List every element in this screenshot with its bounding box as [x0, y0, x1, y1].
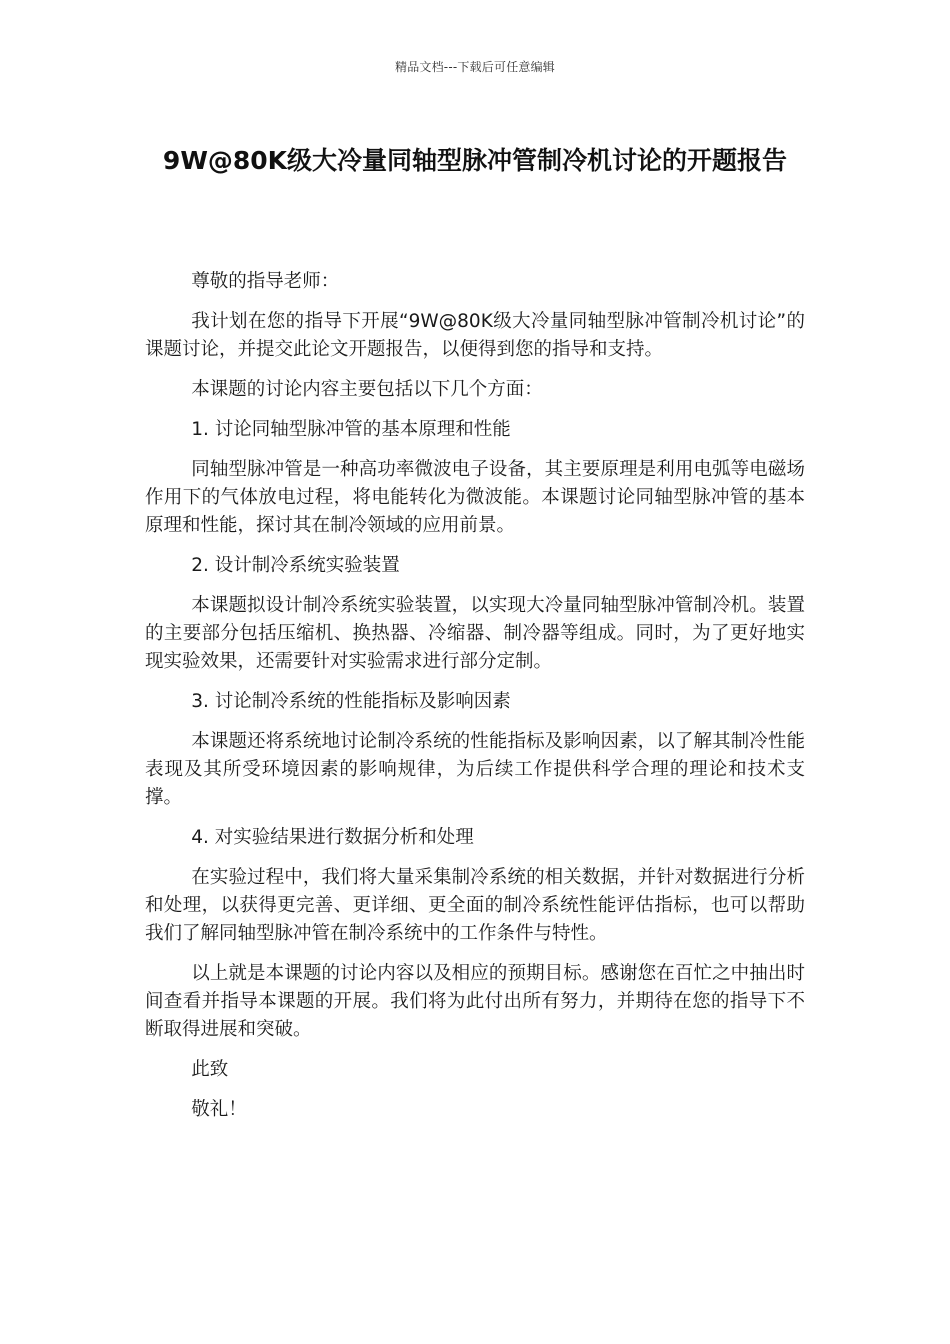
intro-paragraph: 我计划在您的指导下开展“9W@80K级大冷量同轴型脉冲管制冷机讨论”的课题讨论，并提交此论文开题报告，以便得到您的指导和支持。: [145, 311, 805, 360]
section-heading-4: 4. 对实验结果进行数据分析和处理: [191, 827, 474, 848]
section-body-2: 本课题拟设计制冷系统实验装置，以实现大冷量同轴型脉冲管制冷机。装置的主要部分包括压缩机、换热器、冷缩器、制冷器等组成。同时，为了更好地实现实验效果，还需要针对实验需求进行部分定制。: [145, 595, 805, 672]
content-intro: 本课题的讨论内容主要包括以下几个方面：: [191, 379, 543, 400]
section-heading-3: 3. 讨论制冷系统的性能指标及影响因素: [191, 691, 511, 712]
closing-ci-zhi: 此致: [191, 1059, 229, 1080]
section-body-4: 在实验过程中，我们将大量采集制冷系统的相关数据，并针对数据进行分析和处理，以获得更完善、更详细、更全面的制冷系统性能评估指标，也可以帮助我们了解同轴型脉冲管在制冷系统中的工作条件与特性。: [145, 867, 805, 944]
section-heading-2: 2. 设计制冷系统实验装置: [191, 555, 400, 576]
header-note: 精品文档---下载后可任意编辑: [395, 60, 555, 74]
salutation: 尊敬的指导老师：: [191, 271, 340, 292]
document-body: [145, 268, 805, 1124]
section-body-1: 同轴型脉冲管是一种高功率微波电子设备，其主要原理是利用电弧等电磁场作用下的气体放电过程，将电能转化为微波能。本课题讨论同轴型脉冲管的基本原理和性能，探讨其在制冷领域的应用前景。: [145, 459, 805, 536]
closing-jing-li: 敬礼！: [191, 1099, 247, 1120]
section-heading-1: 1. 讨论同轴型脉冲管的基本原理和性能: [191, 419, 511, 440]
section-body-3: 本课题还将系统地讨论制冷系统的性能指标及影响因素，以了解其制冷性能表现及其所受环境因素的影响规律，为后续工作提供科学合理的理论和技术支撑。: [145, 731, 805, 808]
closing-paragraph: 以上就是本课题的讨论内容以及相应的预期目标。感谢您在百忙之中抽出时间查看并指导本课题的开展。我们将为此付出所有努力，并期待在您的指导下不断取得进展和突破。: [145, 963, 805, 1040]
document-title: 9W@80K级大冷量同轴型脉冲管制冷机讨论的开题报告: [162, 146, 788, 175]
